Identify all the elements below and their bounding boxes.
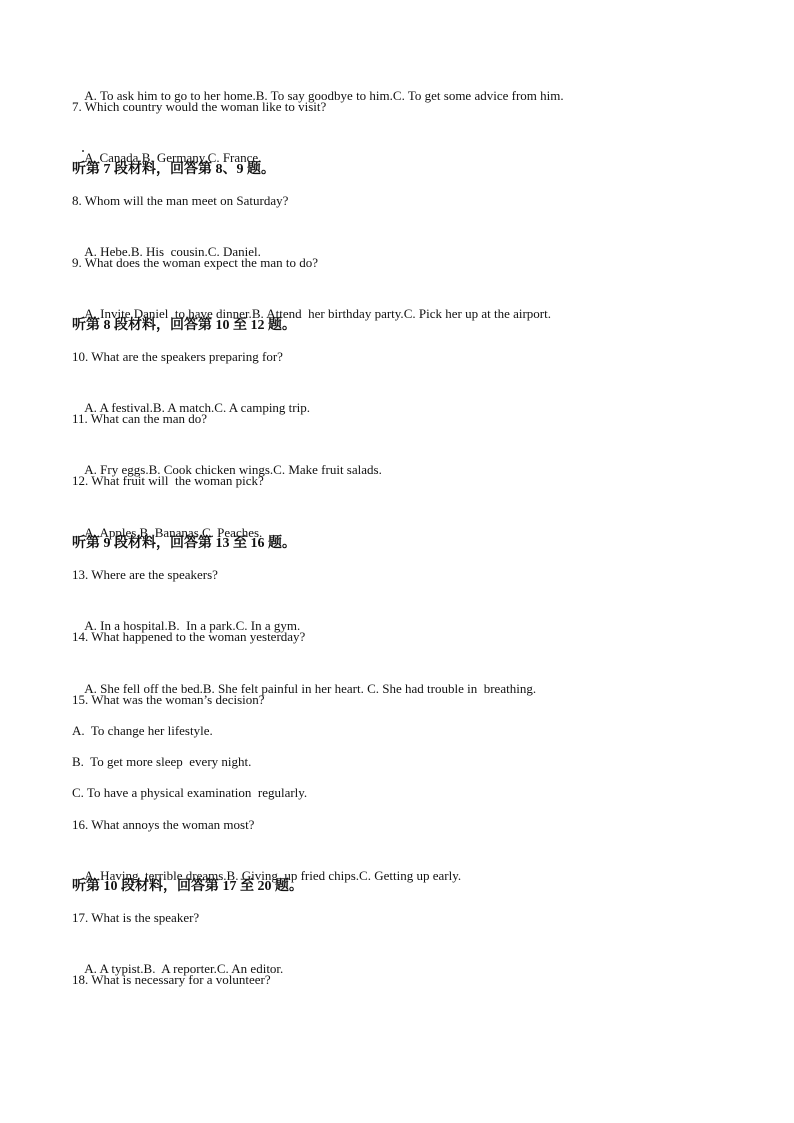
option-a: A. Having terrible dreams. — [84, 867, 227, 883]
option-b: B. His cousin. — [130, 243, 208, 259]
question-16: 16. What annoys the woman most? — [72, 816, 255, 832]
option-15-a: A. To change her lifestyle. — [72, 722, 213, 738]
section-heading-8: 听第 8 段材料，回答第 10 至 12 题。 — [72, 317, 296, 333]
question-18: 18. What is necessary for a volunteer? — [72, 972, 271, 988]
question-9: 9. What does the woman expect the man to do? — [72, 255, 318, 271]
question-13: 13. Where are the speakers? — [72, 567, 218, 582]
options-line-q12 — [72, 503, 752, 540]
option-b: B. Germany. — [141, 150, 208, 166]
question-12: 12. What fruit will the woman pick? — [72, 473, 264, 489]
option-b: B. Giving up fried chips. — [226, 867, 360, 883]
option-c: C. Getting up early. — [359, 867, 462, 883]
question-14: 14. What happened to the woman yesterday? — [72, 629, 306, 645]
option-b: B. In a park. — [167, 618, 236, 634]
option-15-b: B. To get more sleep every night. — [72, 754, 252, 770]
question-15: 15. What was the woman’s decision? — [72, 691, 265, 707]
exam-page — [72, 66, 752, 1002]
option-a: A. She fell off the bed. — [84, 680, 203, 696]
option-a: A. Invite Daniel to have dinner. — [84, 306, 252, 322]
options-line-q14 — [72, 659, 752, 696]
option-15-c: C. To have a physical examination regularly. — [72, 785, 308, 801]
section-heading-7: 听第 7 段材料，回答第 8、9 题。 — [72, 161, 275, 177]
options-line-q16 — [72, 846, 752, 883]
option-c: C. To get some advice from him. — [392, 88, 564, 103]
question-10: 10. What are the speakers preparing for? — [72, 348, 283, 364]
section-heading-9: 听第 9 段材料，回答第 13 至 16 题。 — [72, 535, 296, 551]
option-c: C. In a gym. — [235, 618, 301, 634]
option-c: C. An editor. — [216, 961, 284, 977]
option-c: C. France. — [207, 150, 262, 166]
question-7: 7. Which country would the woman like to visit? — [72, 99, 327, 115]
options-line-q6 — [72, 66, 752, 103]
option-b: B. Cook chicken wings. — [148, 462, 274, 478]
section-heading-10: 听第 10 段材料，回答第 17 至 20 题。 — [72, 878, 303, 894]
option-b: B. Attend her birthday party. — [251, 306, 404, 322]
option-a: A. Fry eggs. — [84, 462, 149, 478]
options-line-q7 — [72, 128, 752, 166]
option-b: B. A match. — [152, 399, 215, 415]
option-b: B. A reporter. — [143, 961, 217, 977]
option-c: C. Daniel. — [207, 243, 261, 259]
option-c: C. Peaches. — [202, 524, 263, 540]
option-a: A. A typist. — [84, 961, 144, 977]
option-a: A. In a hospital. — [84, 618, 168, 634]
option-b: B. Bananas. — [139, 524, 203, 540]
options-line-q8 — [72, 222, 752, 259]
option-c: C. Pick her up at the airport. — [403, 306, 551, 322]
options-line-q13 — [72, 596, 752, 634]
option-b-c: B. She felt painful in her heart. C. She had trouble in breathing. — [202, 680, 537, 696]
options-line-q11 — [72, 440, 752, 478]
question-11: 11. What can the man do? — [72, 411, 208, 427]
option-a: A Canada. — [84, 150, 142, 166]
option-a: A. A festival. — [84, 399, 153, 415]
option-c: C. Make fruit salads. — [273, 462, 382, 478]
options-line-q17 — [72, 939, 752, 977]
option-a: A. To ask him to go to her home. — [84, 88, 256, 103]
options-line-q9 — [72, 284, 752, 322]
option-a: A. Hebe. — [84, 243, 131, 259]
options-line-q10 — [72, 378, 752, 415]
option-b: B. To say goodbye to him. — [255, 88, 393, 103]
option-c: C. A camping trip. — [214, 399, 310, 415]
option-a: A. Apples. — [84, 524, 140, 540]
question-8: 8. Whom will the man meet on Saturday? — [72, 192, 289, 208]
question-17: 17. What is the speaker? — [72, 910, 200, 926]
